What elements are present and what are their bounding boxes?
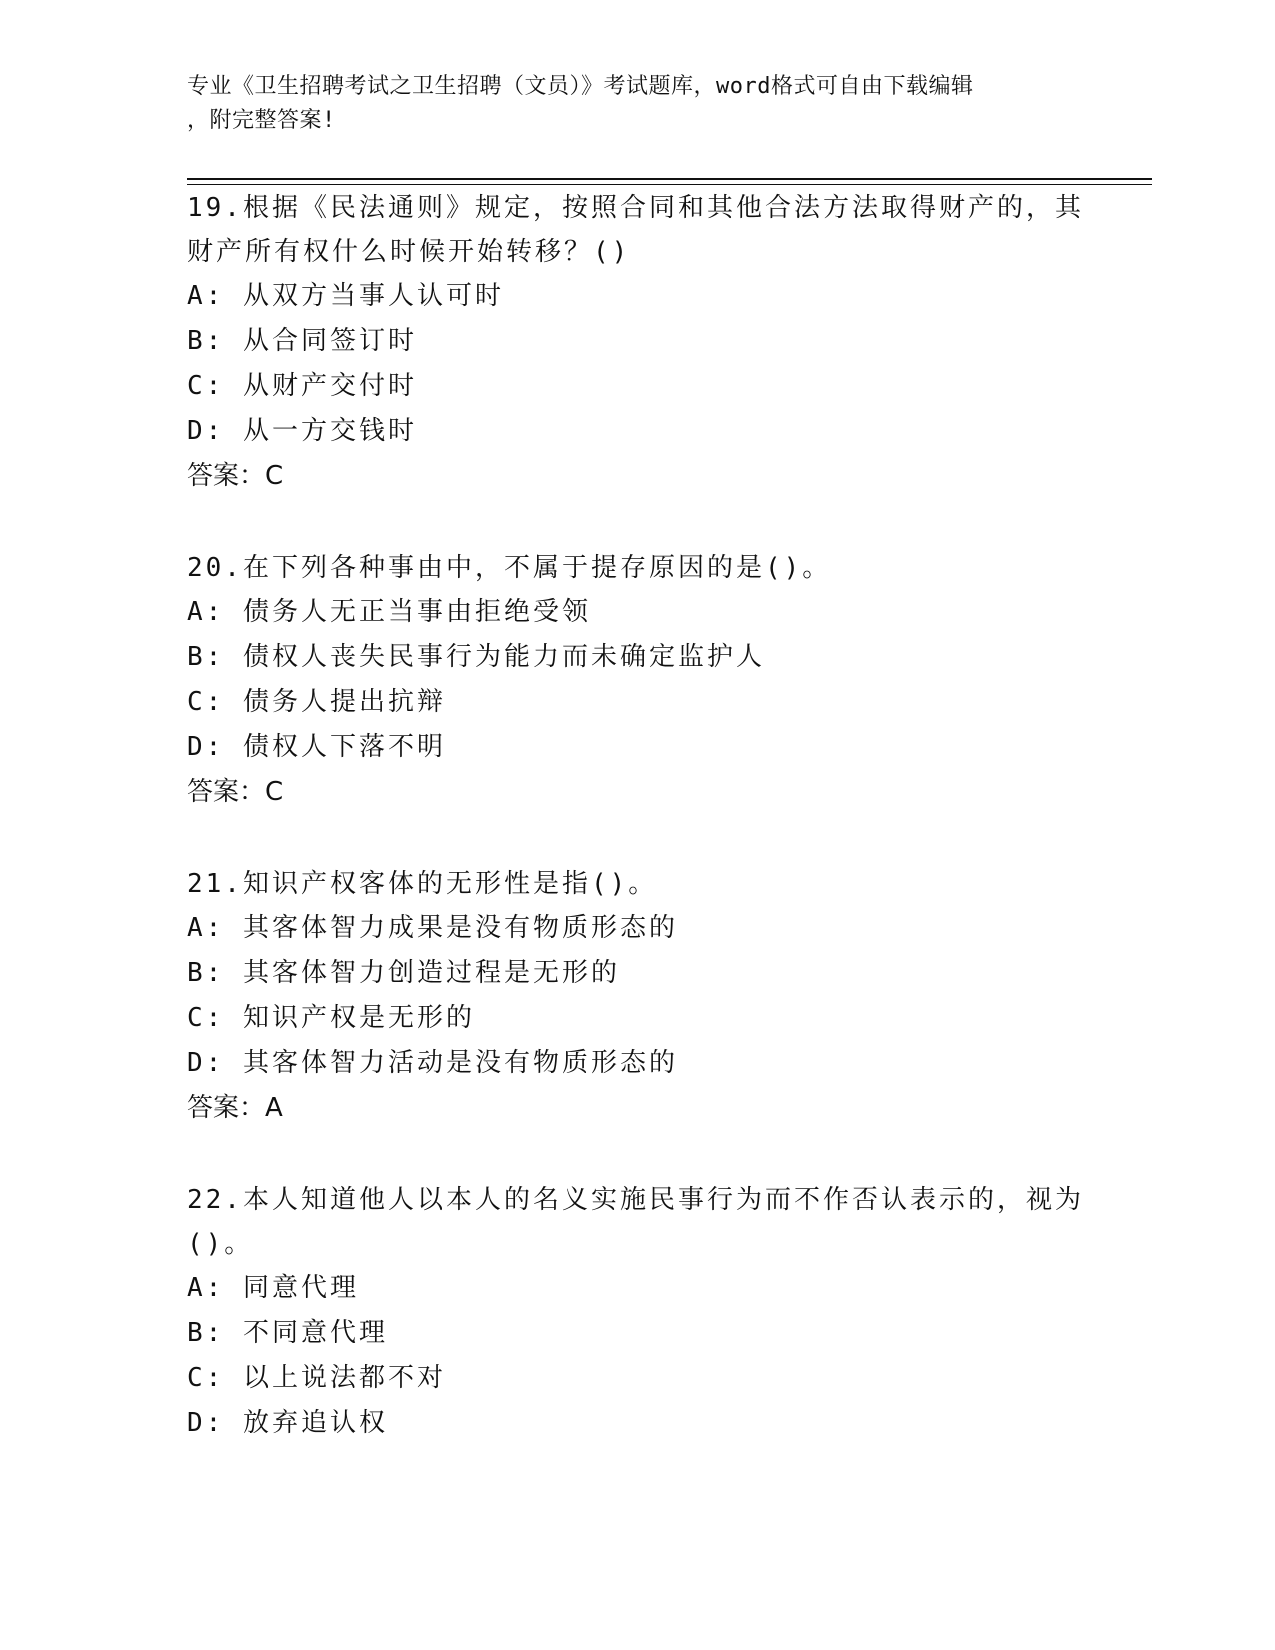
question-list [187,186,1087,1446]
question-stem-line: 21.知识产权客体的无形性是指()。 [187,869,658,899]
option-a: A: 其客体智力成果是没有物质形态的 [187,913,678,943]
option-b: B: 其客体智力创造过程是无形的 [187,958,620,988]
option-c: C: 以上说法都不对 [187,1363,446,1393]
header-line-1: 专业《卫生招聘考试之卫生招聘（文员）》考试题库，word格式可自由下载编辑 [187,74,974,99]
header-line-2: ，附完整答案! [187,108,336,133]
question-stem-line: 19.根据《民法通则》规定，按照合同和其他合法方法取得财产的，其 [187,193,1084,223]
question-gap [187,814,1087,862]
question-stem-line: 20.在下列各种事由中，不属于提存原因的是()。 [187,553,832,583]
question-stem-line: 22.本人知道他人以本人的名义实施民事行为而不作否认表示的，视为 [187,1185,1084,1215]
option-c: C: 知识产权是无形的 [187,1003,475,1033]
question-gap [187,498,1087,546]
option-c: C: 从财产交付时 [187,371,417,401]
option-d: D: 放弃追认权 [187,1408,388,1438]
question-stem-line: ()。 [187,1229,254,1259]
answer-label: 答案：C [187,461,284,491]
option-a: A: 从双方当事人认可时 [187,281,504,311]
option-a: A: 同意代理 [187,1273,359,1303]
option-a: A: 债务人无正当事由拒绝受领 [187,597,591,627]
question-21 [187,862,1087,1130]
answer-label: 答案：C [187,777,284,807]
question-gap [187,1130,1087,1178]
option-d: D: 债权人下落不明 [187,732,446,762]
question-20 [187,546,1087,814]
option-c: C: 债务人提出抗辩 [187,687,446,717]
document-header [187,70,1077,138]
question-19 [187,186,1087,498]
answer-label: 答案：A [187,1093,283,1123]
option-b: B: 从合同签订时 [187,326,417,356]
question-22 [187,1178,1087,1446]
header-divider-thick [187,178,1152,180]
option-b: B: 不同意代理 [187,1318,388,1348]
option-b: B: 债权人丧失民事行为能力而未确定监护人 [187,642,765,672]
header-divider-thin [187,184,1152,185]
option-d: D: 从一方交钱时 [187,416,417,446]
option-d: D: 其客体智力活动是没有物质形态的 [187,1048,678,1078]
question-stem-line: 财产所有权什么时候开始转移？() [187,237,631,267]
